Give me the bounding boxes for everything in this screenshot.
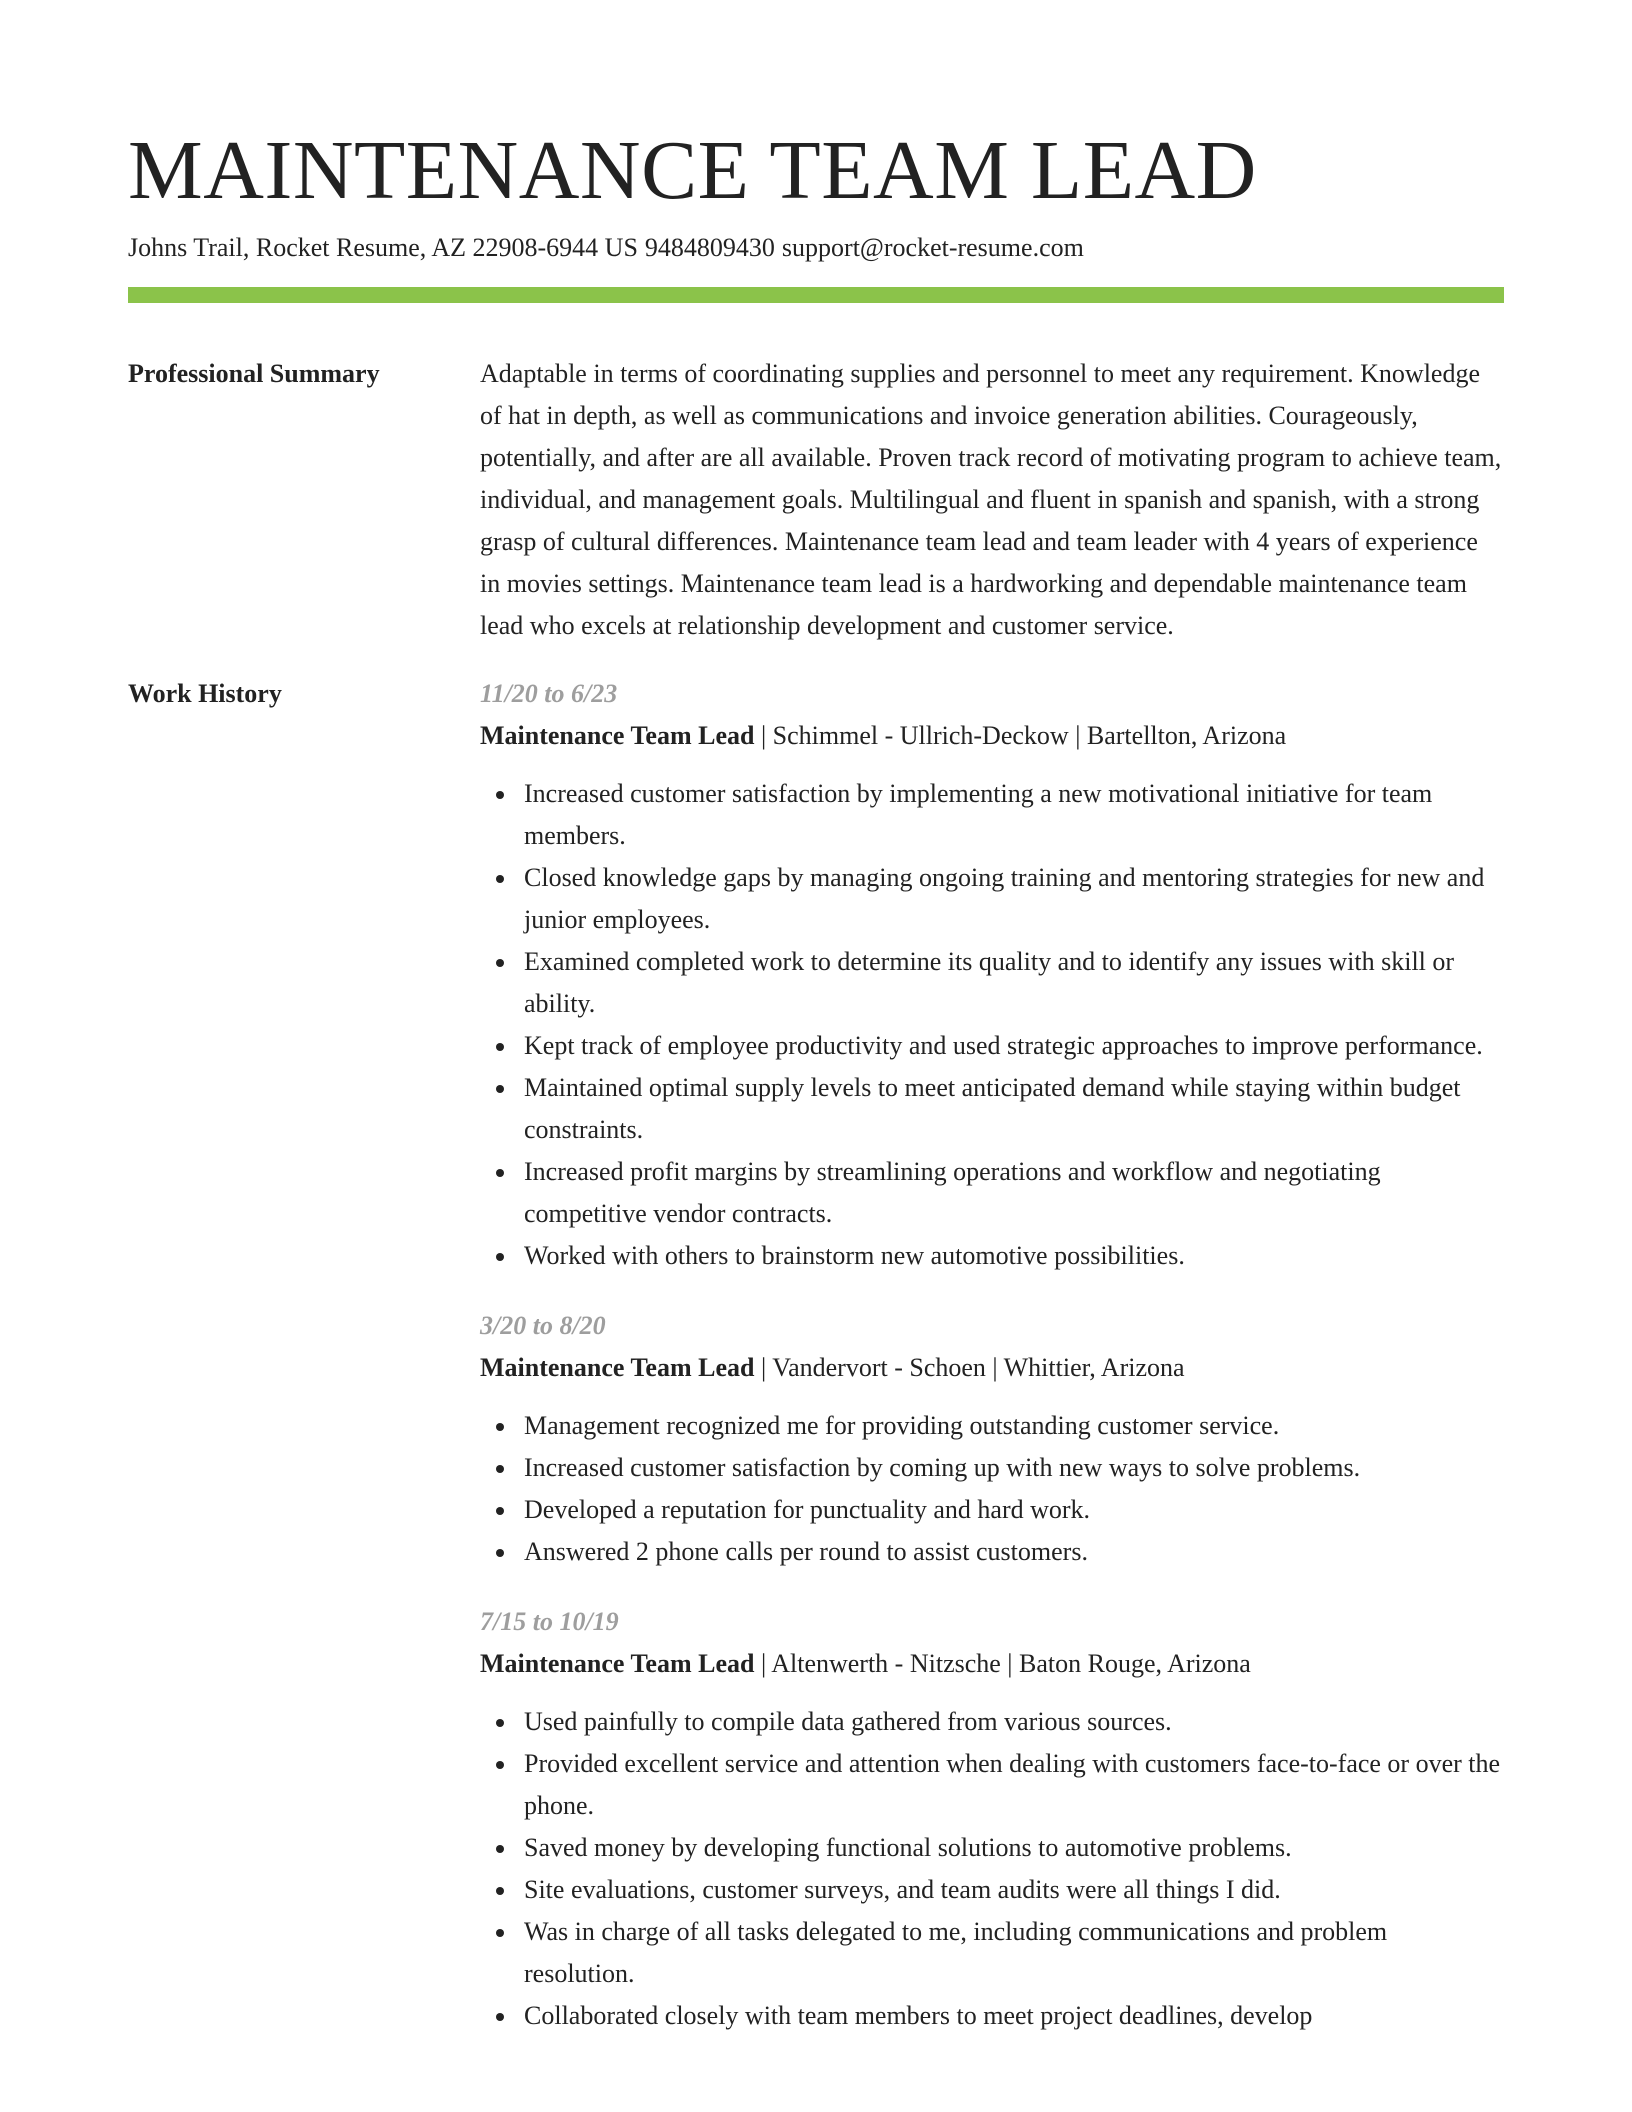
- job-bullet: Saved money by developing functional solutions to automotive problems.: [480, 1827, 1504, 1869]
- summary-text: Adaptable in terms of coordinating supplies and personnel to meet any requirement. Knowledge of hat in depth, as well as communications and invoice generation abilities. Courageously, potentially, and after are all available. Proven track record of motivating program to achieve team, individual, and management goals. Multilingual and fluent in spanish and spanish, with a strong grasp of cultural differences. Maintenance team lead and team leader with 4 years of experience in movies settings. Maintenance team lead is a hardworking and dependable maintenance team lead who excels at relationship development and customer service.: [480, 359, 1502, 640]
- job-bullet: Examined completed work to determine its quality and to identify any issues with skill or ability.: [480, 941, 1504, 1025]
- job-header: [480, 715, 1504, 757]
- job-bullet: Was in charge of all tasks delegated to me, including communications and problem resolution.: [480, 1911, 1504, 1995]
- header-divider: [128, 287, 1504, 303]
- job-company-location: | Altenwerth - Nitzsche | Baton Rouge, Arizona: [754, 1649, 1251, 1678]
- job-bullet: Used painfully to compile data gathered from various sources.: [480, 1701, 1504, 1743]
- job-dates: 7/15 to 10/19: [480, 1607, 619, 1636]
- job-entry: [480, 673, 1504, 1277]
- job-bullet: Maintained optimal supply levels to meet anticipated demand while staying within budget constraints.: [480, 1067, 1504, 1151]
- work-history-section: [128, 673, 1504, 2037]
- job-bullet: Answered 2 phone calls per round to assist customers.: [480, 1531, 1504, 1573]
- job-dates: 3/20 to 8/20: [480, 1311, 606, 1340]
- job-bullet-list: [480, 1405, 1504, 1573]
- job-bullet: Increased customer satisfaction by implementing a new motivational initiative for team members.: [480, 773, 1504, 857]
- contact-address: Johns Trail, Rocket Resume, AZ 22908-6944 US: [128, 233, 638, 262]
- job-bullet: Site evaluations, customer surveys, and team audits were all things I did.: [480, 1869, 1504, 1911]
- job-bullet-list: [480, 773, 1504, 1277]
- job-bullet: Management recognized me for providing outstanding customer service.: [480, 1405, 1504, 1447]
- job-dates: 11/20 to 6/23: [480, 679, 618, 708]
- summary-body: [480, 353, 1504, 647]
- job-bullet: Developed a reputation for punctuality and hard work.: [480, 1489, 1504, 1531]
- contact-email: support@rocket-resume.com: [781, 233, 1084, 262]
- job-title: Maintenance Team Lead: [480, 721, 755, 750]
- job-bullet-list: [480, 1701, 1504, 2037]
- job-title: Maintenance Team Lead: [480, 1353, 755, 1382]
- work-history-body: [480, 673, 1504, 2037]
- job-bullet: Closed knowledge gaps by managing ongoing training and mentoring strategies for new and junior employees.: [480, 857, 1504, 941]
- job-header: [480, 1643, 1504, 1685]
- job-bullet: Worked with others to brainstorm new automotive possibilities.: [480, 1235, 1504, 1277]
- job-header: [480, 1347, 1504, 1389]
- contact-line: [128, 231, 1504, 265]
- section-heading-work: Work History: [128, 679, 282, 708]
- contact-phone: 9484809430: [644, 233, 775, 262]
- job-bullet: Collaborated closely with team members to meet project deadlines, develop: [480, 1995, 1504, 2037]
- job-entry: [480, 1305, 1504, 1573]
- job-bullet: Increased profit margins by streamlining operations and workflow and negotiating competitive vendor contracts.: [480, 1151, 1504, 1235]
- resume-title: MAINTENANCE TEAM LEAD: [128, 124, 1257, 217]
- job-title: Maintenance Team Lead: [480, 1649, 755, 1678]
- job-bullet: Provided excellent service and attention when dealing with customers face-to-face or over the phone.: [480, 1743, 1504, 1827]
- job-bullet: Kept track of employee productivity and used strategic approaches to improve performance.: [480, 1025, 1504, 1067]
- resume-page: [128, 0, 1504, 2037]
- job-bullet: Increased customer satisfaction by coming up with new ways to solve problems.: [480, 1447, 1504, 1489]
- section-heading-summary: Professional Summary: [128, 359, 380, 388]
- job-company-location: | Schimmel - Ullrich-Deckow | Bartellton, Arizona: [754, 721, 1287, 750]
- job-entry: [480, 1601, 1504, 2037]
- job-company-location: | Vandervort - Schoen | Whittier, Arizona: [754, 1353, 1185, 1382]
- professional-summary-section: [128, 353, 1504, 647]
